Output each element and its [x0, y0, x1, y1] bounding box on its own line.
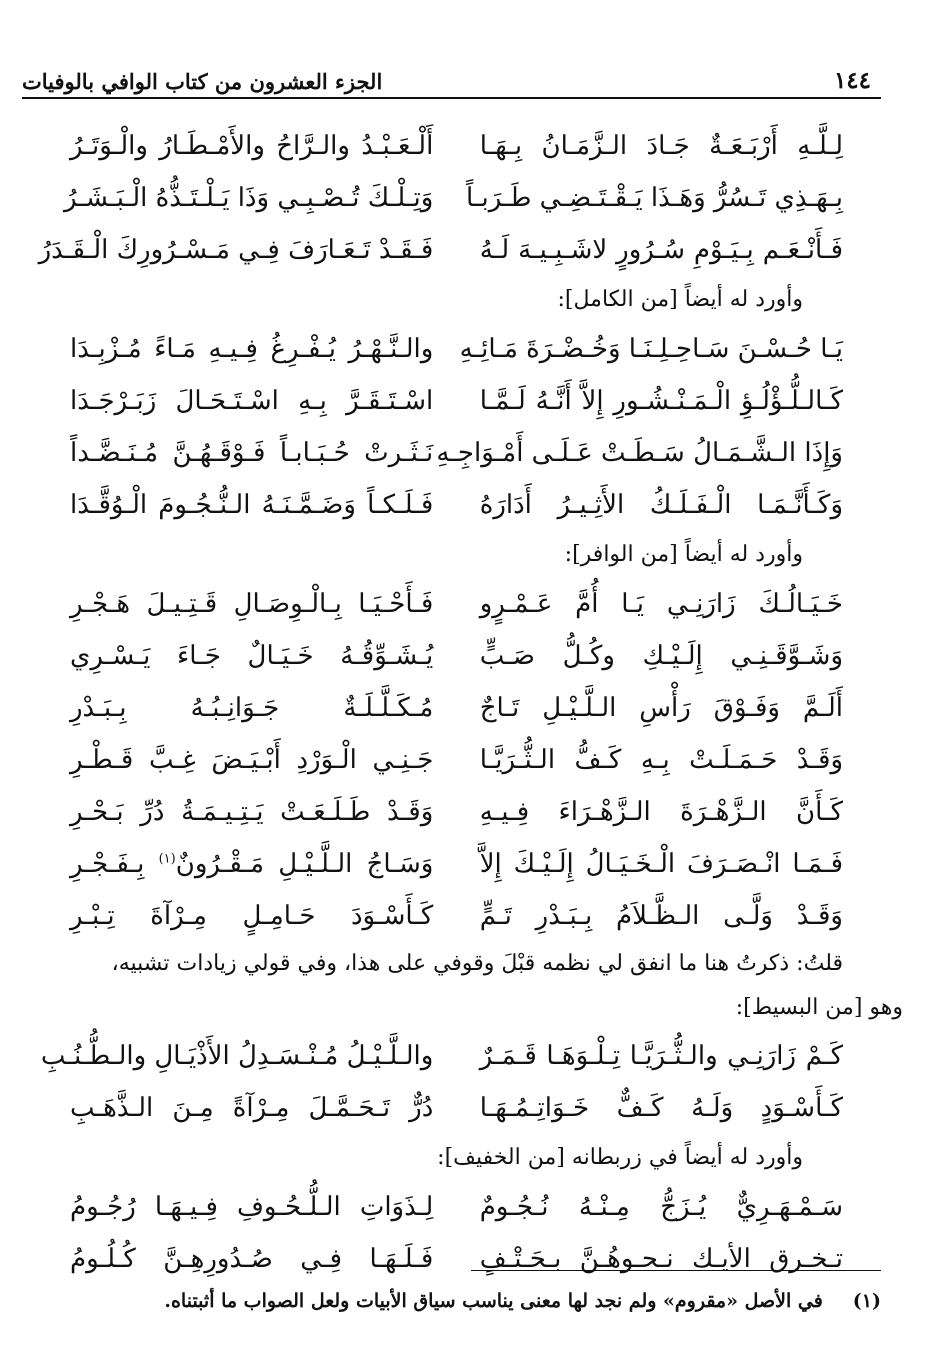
page-header: [22, 58, 871, 94]
verse-first-hemistich: وَشَـوَّقَـنِـي إِلَـيْـكِ وكُـلُّ صَـبٍّ: [479, 641, 843, 671]
verse-second-hemistich: اسْـتَـقَـرَّ بِـهِ اسْـتَـحَـالَ زَبَـرْجَـدَا: [70, 386, 434, 416]
verse-line: [70, 375, 843, 427]
verse-second-hemistich: فَـقَـدْ تَـعَـارَفَ فِـي مَـسْـرُورِكَ الْـقَـدَرُ: [38, 235, 434, 265]
verse-first-hemistich: كَـالـلُّـؤْلُـؤِ الْـمَـنْـشُـورِ إِلاَّ أَنَّـهُ لَـمَّـا: [479, 386, 843, 416]
verse-second-text: وَسَـاجُ الـلَّـيْـلِ مَـقْـرُونٌ: [175, 849, 434, 879]
verse-second-hemistich: فَـلَـكـاً وَضَـمَّـنَـهُ الـنُّـجُـومَ الْـوُقَّـدَا: [70, 490, 434, 520]
verse-second-hemistich: مُـكَـلَّـلَـةٌ جَـوَانِـبُـهُ بِـبَـدْرِ: [70, 693, 434, 723]
verse-second-hemistich: نَـثَـرتْ حُـبَـابـاً فَـوْقَـهُـنَّ مُـنَـضَّـداً: [70, 438, 434, 468]
verse-line: [70, 427, 843, 479]
verse-line: [70, 479, 843, 531]
verse-line: [70, 1181, 843, 1233]
footnote-marker: (١): [852, 1290, 881, 1312]
verse-second-hemistich: دُرٌّ تَـحَـمَّـلَ مِـرْآةً مِـنَ الـذَّهَـبِ: [70, 1093, 434, 1123]
footnote-rule: [471, 1270, 881, 1271]
verse-second-hemistich: فَـأَحْـيَـا بِـالْـوِصَـالِ قَـتِـيـلَ هَـجْـرِ: [70, 589, 434, 619]
verse-line: [70, 323, 843, 375]
running-title: الجزء العشرون من كتاب الوافي بالوفيات: [22, 69, 383, 94]
verse-line: [70, 1082, 843, 1134]
verse-line: [40, 1030, 843, 1082]
verse-first-hemistich: بِـهَـذِي تَـسُرُّ وَهَـذَا يَـقْـتَـضِـي طَـرَبـاً: [465, 183, 843, 213]
footnote: [150, 1290, 881, 1312]
verse-line: [70, 682, 843, 734]
verse-second-hemistich: جَـنِـي الْـوَرْدِ أَبْـيَـضَ غِـبَّ قَـطْـرِ: [70, 745, 434, 775]
verse-first-hemistich: سَـمْـهَـرِيٌّ يُـزَجُّ مِـنْـهُ نُـجُـومٌ: [479, 1192, 843, 1222]
verse-second-hemistich: والـلَّـيْـلُ مُـنْـسَـدِلُ الأَذْيَـالِ والـطُّـنُـبِ: [40, 1041, 434, 1071]
intro-kamil: وأورد له أيضاً [من الكامل]:: [557, 287, 803, 312]
verse-line: [70, 838, 843, 890]
verse-second-hemistich: كَـأَسْـوَدَ حَـامِـلٍ مِـرْآةَ تِـبْـرِ: [70, 901, 434, 931]
verse-second-hemistich: [70, 849, 433, 879]
page-body: [38, 120, 903, 1285]
verse-first-hemistich: خَـيَـالُـكَ زَارَنِـي يَـا أُمَّ عَـمْـرٍو: [479, 589, 843, 619]
poem-block-4: [40, 1030, 843, 1134]
verse-line: [70, 578, 843, 630]
verse-second-hemistich: أَلْـعَـبْـدُ والـرَّاحُ والأَمْـطَـارُ والْـوَتَـرُ: [70, 131, 434, 161]
verse-first-hemistich: فَـأَنْـعَـم بِـيَـوْمِ سُـرُورٍ لاشَـبِـيـهَ لَـهُ: [479, 235, 843, 265]
prose-line: قلتُ: ذكرتُ هنا ما انفق لي نظمه قبْلَ وقوفي على هذا، وفي قولي زيادات تشبيه،: [111, 951, 843, 976]
verse-second-hemistich: وَتِـلْـكَ تُـصْـبِـي وَذَا يَـلْـتَـذُّهُ الْـبَـشَـرُ: [63, 183, 434, 213]
poem-block-3: [70, 578, 843, 942]
verse-line: [70, 630, 843, 682]
verse-first-hemistich: لِـلَّـهِ أَرْبَـعَـةٌ جَـادَ الـزَّمَـانُ بِـهَـا: [479, 131, 843, 161]
verse-first-hemistich: وَإِذَا الـشَّـمَـالُ سَـطَـتْ عَـلَـى أَمْـوَاجِـهِ: [436, 438, 843, 468]
page-number: ١٤٤: [833, 67, 871, 94]
poem-block-2: [70, 323, 843, 531]
verse-line: [70, 734, 843, 786]
intro-wafir: وأورد له أيضاً [من الوافر]:: [564, 542, 803, 567]
verse-second-hemistich: فَـلَـهَـا فِـي صُـدُورِهِـنَّ كُـلُـومُ: [70, 1244, 434, 1274]
verse-second-hemistich: وَقَـدْ طَـلَـعَـتْ يَـتِـيـمَـةُ دُرِّ بَـحْـرِ: [70, 797, 434, 827]
verse-line: [38, 224, 843, 276]
verse-line: [63, 172, 843, 224]
verse-first-hemistich: وَكَـأَنَّـمَـا الْـفَـلَـكُ الأَثِـيـرُ أَدَارَهُ: [479, 490, 843, 520]
verse-line: [70, 890, 843, 942]
footnote-text: في الأصل «مقروم» ولم نجد لها معنى يناسب سياق الأبيات ولعل الصواب ما أثبتناه.: [164, 1290, 823, 1312]
prose-paragraph: [15, 942, 903, 1030]
verse-first-hemistich: كَـأَسْـوَدٍ وَلَـهُ كَـفٌّ خَـوَاتِـمُـهَـا: [479, 1093, 843, 1123]
verse-first-hemistich: فَـمَـا انْـصَـرَفَ الْـخَـيَـالُ إِلَـيْـكَ إِلاَّ: [479, 849, 843, 879]
verse-second-hemistich: يُـشَـوِّقُـهُ خَـيَـالٌ جَـاءَ يَـسْـرِي: [70, 641, 434, 671]
verse-first-hemistich: كَـمْ زَارَنِـي والـثُّـرَيَّـا تِـلْـوَهَـا قَـمَـرٌ: [479, 1041, 843, 1071]
verse-second-hemistich: والـنَّـهْـرُ يُـفْـرِغُ فِـيـهِ مَـاءً مُـزْبِـدَا: [70, 334, 434, 364]
verse-first-hemistich: كَـأَنَّ الـزَّهْـرَةَ الـزَّهْـرَاءَ فِـيـهِ: [479, 797, 843, 827]
verse-first-hemistich: أَلَـمَّ وَفَـوْقَ رَأْسِ الـلَّـيْـلِ تَـاجٌ: [479, 693, 843, 723]
header-rule: [22, 97, 881, 99]
verse-second-tail: بِـفَـجْـرِ: [70, 849, 145, 879]
verse-line: [70, 1233, 843, 1285]
verse-first-hemistich: تـخـرق الأيـك نـحـوهُـنَّ بـحَـتْـفٍ: [479, 1244, 843, 1274]
verse-first-hemistich: وَقَـدْ حَـمَـلَـتْ بِـهِ كَـفُّ الـثُّـرَيَّـا: [479, 745, 843, 775]
verse-line: [70, 120, 843, 172]
verse-first-hemistich: وَقَـدْ وَلَّـى الـظَّـلاَمُ بِـبَـدْرِ تَـمٍّ: [479, 901, 843, 931]
footnote-reference[interactable]: (١): [158, 851, 176, 867]
verse-second-hemistich: لِـذَوَاتِ الـلُّـحُـوفِ فِـيـهَـا رُجُـومُ: [70, 1192, 434, 1222]
verse-line: [70, 786, 843, 838]
prose-line: وهو [من البسيط]:: [735, 995, 903, 1020]
poem-block-1: [38, 120, 843, 276]
verse-first-hemistich: يَـا حُـسْـنَ سَـاحِـلِـنَـا وَخُـضْـرَةَ مَـائِـهِ: [459, 334, 843, 364]
intro-khafif: وأورد له أيضاً في زربطانه [من الخفيف]:: [437, 1145, 803, 1170]
